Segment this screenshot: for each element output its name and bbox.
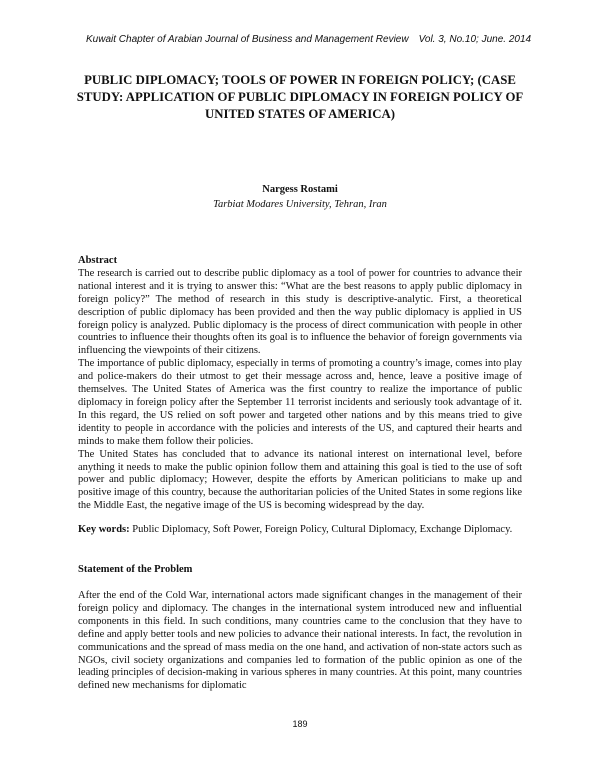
author-affiliation: Tarbiat Modares University, Tehran, Iran [213,199,387,210]
section-body: After the end of the Cold War, international actors made significant changes in the management of their foreign policy and diplomacy. The changes in the international system introduced new and influential components in this field. In such conditions, many countries came to the conclusion that they have to define and apply better tools and new policies to advance their national interests. In fact, the revolution in communications and the spread of mass media on the one hand, and activation of non-state actors such as NGOs, civil society organizations and companies led to formation of the public opinion as one of the leading principles of decision-making in various spheres in many countries. At this point, many countries defined new mechanisms for diplomatic [78,590,522,692]
journal-header [86,34,541,45]
abstract-paragraph: The research is carried out to describe public diplomacy as a tool of power for countries to advance their national interest and it is trying to answer this: “What are the best reasons to apply public diplomacy in foreign policy?” The method of research in this study is descriptive-analytic. First, a theoretical description of public diplomacy has been provided and then the way public diplomacy is applied in US foreign policy is analyzed. Public diplomacy is the process of direct communication with people in other countries to influence their thoughts often its goal is to influence the behavior of foreign governments via influencing the viewpoints of their citizens. [78,267,522,357]
journal-volume: Vol. 3, No.10; June. 2014 [418,34,532,45]
page-number: 189 [292,719,308,729]
author-name: Nargess Rostami [262,184,338,195]
keywords [78,524,522,537]
abstract-paragraph: The importance of public diplomacy, especially in terms of promoting a country’s image, comes into play and police-makers do their utmost to get their message across and, hence, leave a positive image of themselves. The United States of America was the first country to realize the importance of public diplomacy in foreign policy after the September 11 terrorist incidents and seriously took advantage of it. In this regard, the US relied on soft power and targeted other nations and by this means tried to give identity to people in accordance with the policies and interests of the US, and captured their hearts and minds to make them follow their policies. [78,358,522,447]
abstract-section [78,255,522,513]
keywords-text: Public Diplomacy, Soft Power, Foreign Policy, Cultural Diplomacy, Exchange Diplomacy. [132,524,513,535]
abstract-paragraph: The United States has concluded that to advance its national interest on international level, before anything it needs to make the public opinion follow them and attaining this goal is tied to the use of soft power and public diplomacy; However, despite the efforts by American politicians to make up and positive image of this country, because the authoritarian policies of the United States in some regions like the Middle East, the negative image of the US is becoming widespread by the day. [78,448,522,512]
abstract-heading: Abstract [78,255,118,266]
section-title: Statement of the Problem [78,564,193,575]
paper-title: PUBLIC DIPLOMACY; TOOLS OF POWER IN FOREIGN POLICY; (CASE STUDY: APPLICATION OF PUBLIC DIPLOMACY IN FOREIGN POLICY OF UNITED STATES OF AMERICA) [76,73,524,121]
keywords-label: Key words: [78,524,130,535]
journal-name: Kuwait Chapter of Arabian Journal of Business and Management Review [86,34,409,45]
